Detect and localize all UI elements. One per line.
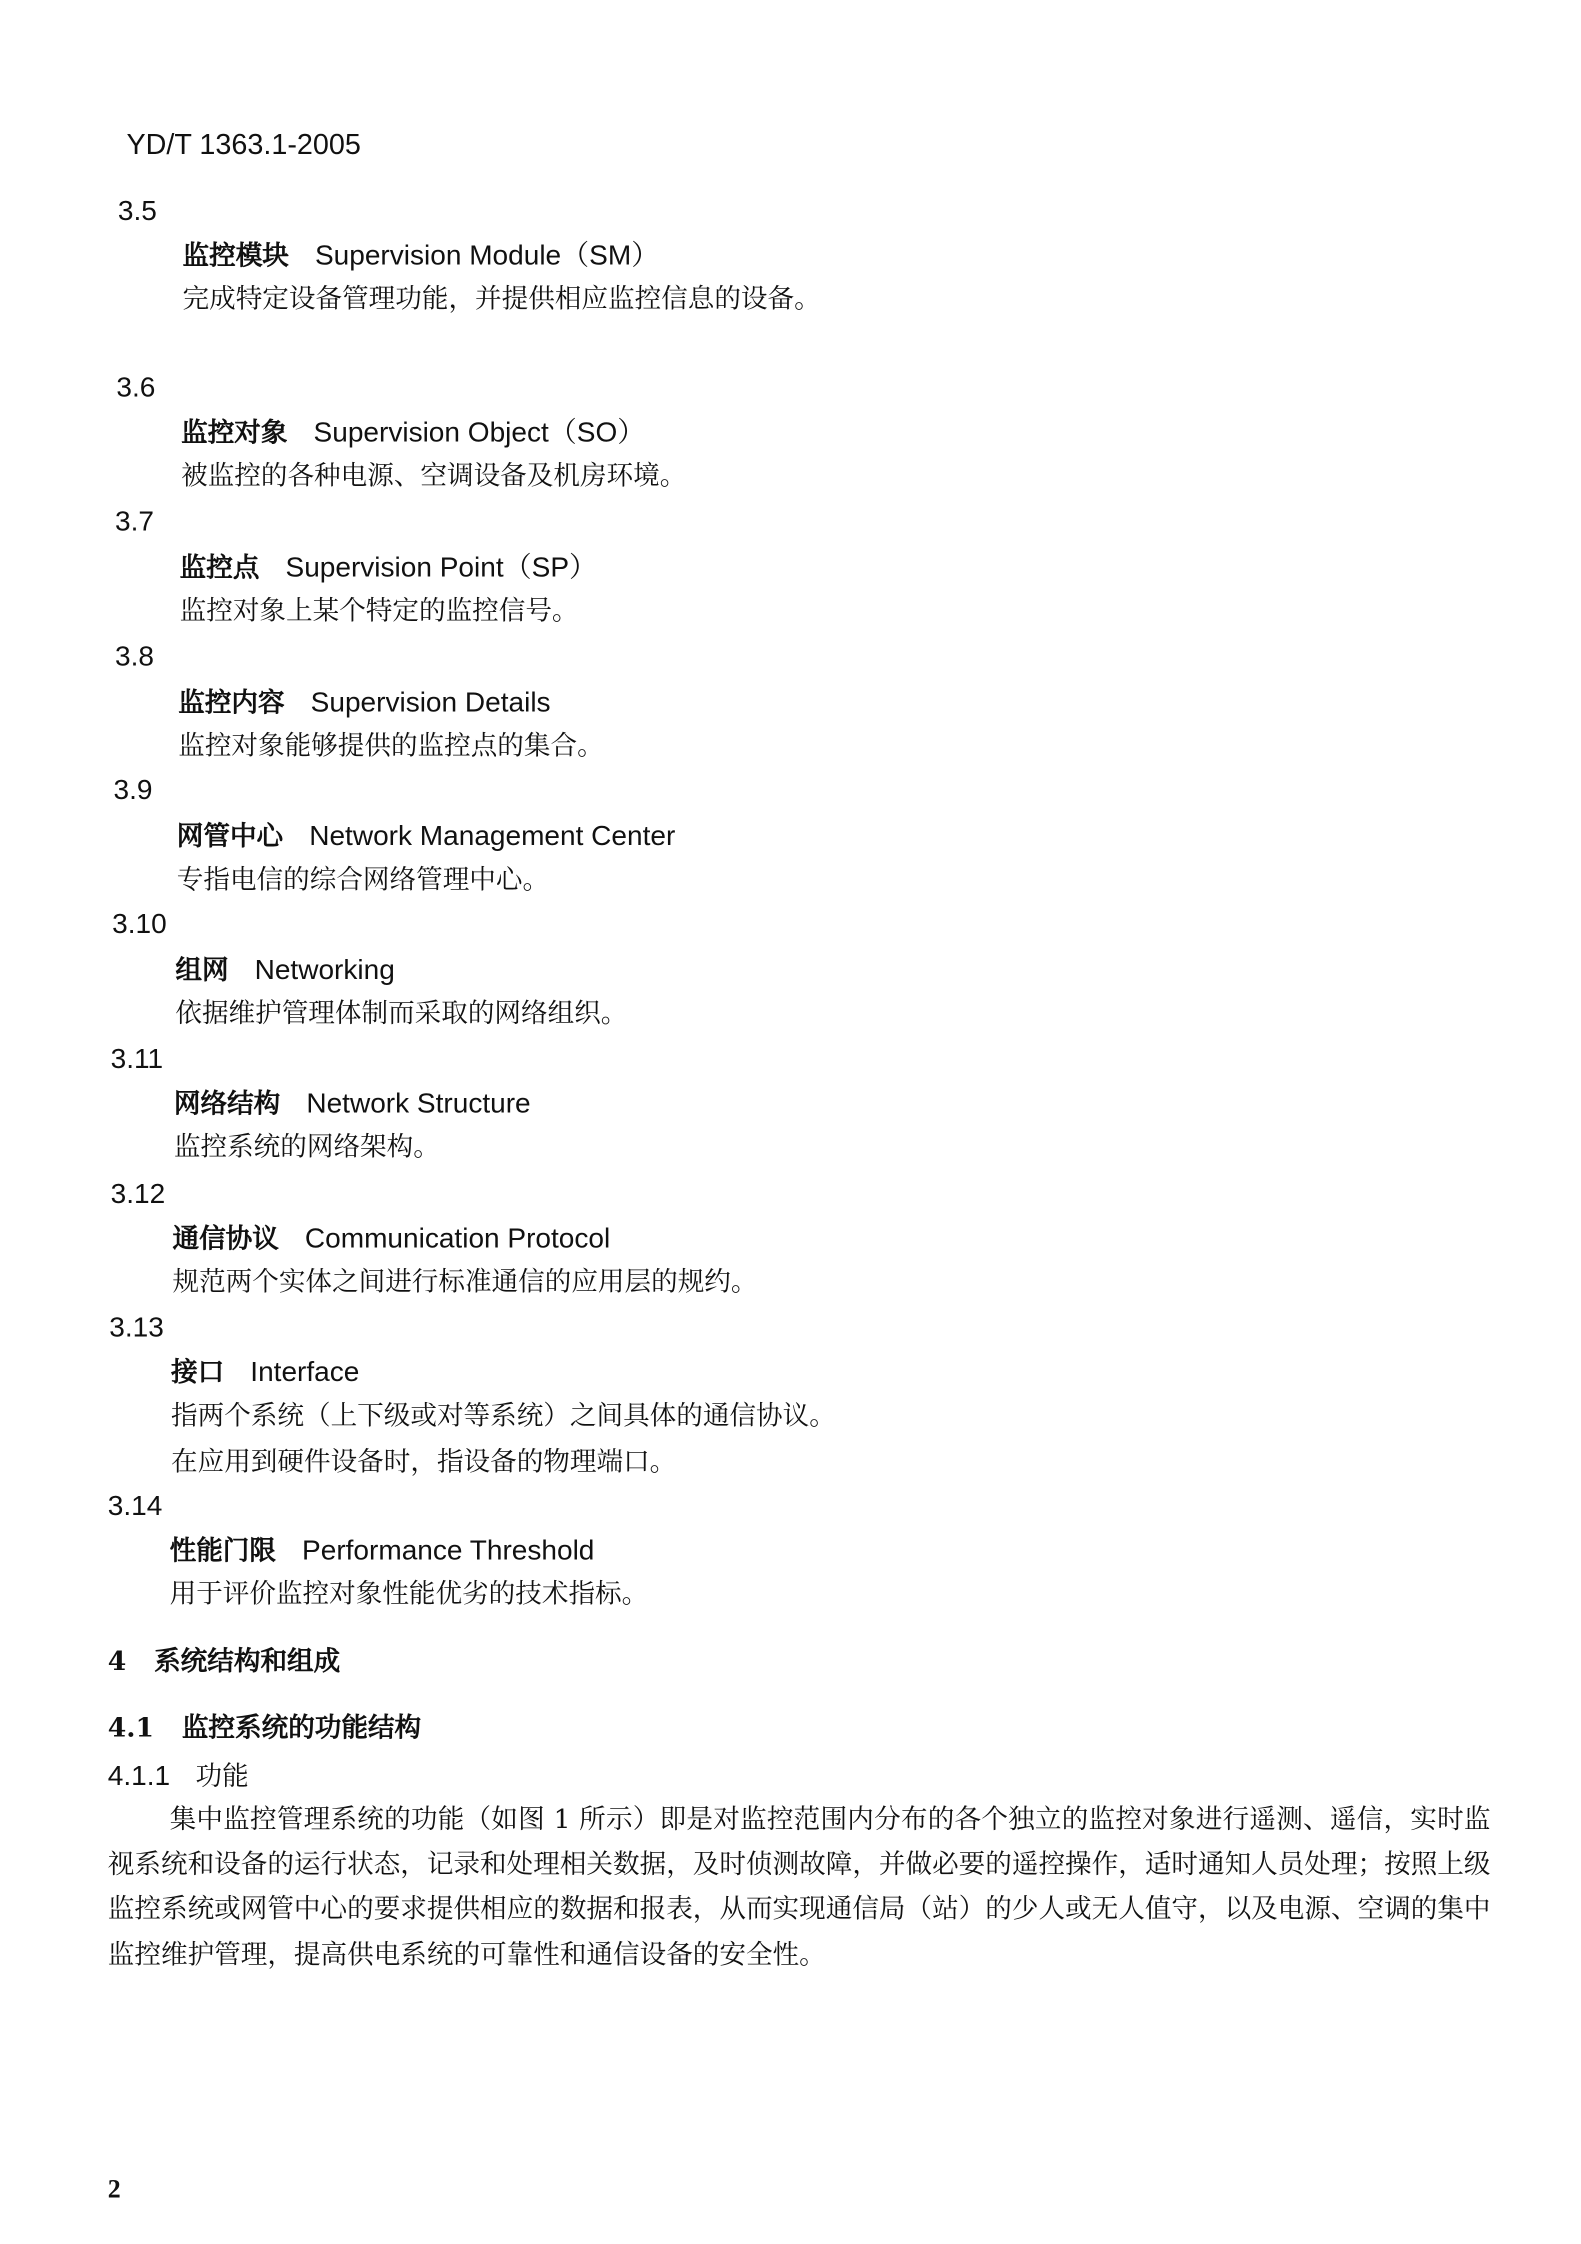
page-number: 2 xyxy=(107,2174,121,2204)
section-4-1-1-heading xyxy=(108,1761,249,1794)
term-english: Networking xyxy=(254,954,395,986)
term-chinese: 组网 xyxy=(175,955,229,986)
term-chinese: 监控点 xyxy=(179,553,260,584)
term-definition: 专指电信的综合网络管理中心。 xyxy=(176,865,550,896)
term-heading xyxy=(181,417,645,450)
term-english: Supervision Details xyxy=(310,687,551,719)
term-definition: 被监控的各种电源、空调设备及机房环境。 xyxy=(181,461,687,492)
term-heading xyxy=(183,240,660,273)
term-english: Supervision Point（SP） xyxy=(285,551,598,584)
term-chinese: 监控内容 xyxy=(178,688,285,719)
term-number: 3.9 xyxy=(113,774,153,807)
section-number: 4.1 xyxy=(107,1713,155,1744)
term-heading xyxy=(171,1357,359,1390)
term-heading xyxy=(177,821,676,854)
term-heading xyxy=(180,552,597,585)
term-english: Network Structure xyxy=(306,1088,531,1120)
term-definition: 在应用到硬件设备时，指设备的物理端口。 xyxy=(171,1447,677,1478)
term-english: Supervision Module（SM） xyxy=(314,240,660,272)
term-number: 3.11 xyxy=(110,1043,164,1076)
term-definition: 监控系统的网络架构。 xyxy=(173,1132,440,1163)
term-definition: 规范两个实体之间进行标准通信的应用层的规约。 xyxy=(172,1267,758,1298)
section-4-1-heading xyxy=(108,1713,421,1745)
term-heading xyxy=(178,687,550,720)
section-number: 4 xyxy=(107,1647,127,1678)
term-english: Interface xyxy=(250,1356,360,1389)
term-chinese: 监控模块 xyxy=(182,241,289,272)
term-number: 3.5 xyxy=(117,195,157,228)
term-chinese: 通信协议 xyxy=(172,1224,279,1255)
term-definition: 指两个系统（上下级或对等系统）之间具体的通信协议。 xyxy=(171,1401,836,1432)
term-english: Performance Threshold xyxy=(302,1535,595,1567)
term-definition: 监控对象能够提供的监控点的集合。 xyxy=(178,731,604,762)
term-definition: 完成特定设备管理功能，并提供相应监控信息的设备。 xyxy=(182,284,821,315)
term-chinese: 网络结构 xyxy=(173,1089,281,1120)
term-heading xyxy=(174,1088,531,1121)
section-number: 4.1.1 xyxy=(107,1760,171,1793)
term-number: 3.8 xyxy=(114,641,154,673)
term-number: 3.12 xyxy=(110,1178,166,1211)
section-title: 功能 xyxy=(195,1762,249,1793)
term-definition: 用于评价监控对象性能优劣的技术指标。 xyxy=(169,1579,649,1610)
section-title: 系统结构和组成 xyxy=(154,1647,341,1678)
term-definition: 监控对象上某个特定的监控信号。 xyxy=(179,596,579,627)
term-number: 3.14 xyxy=(107,1490,163,1523)
term-heading xyxy=(175,954,394,987)
term-definition: 依据维护管理体制而采取的网络组织。 xyxy=(175,998,628,1030)
term-chinese: 网管中心 xyxy=(176,822,284,853)
term-chinese: 监控对象 xyxy=(181,418,288,449)
term-number: 3.6 xyxy=(116,372,156,404)
section-title: 监控系统的功能结构 xyxy=(181,1713,422,1744)
term-heading xyxy=(170,1535,595,1568)
section-4-heading xyxy=(108,1647,340,1679)
term-heading xyxy=(172,1223,610,1256)
term-english: Network Management Center xyxy=(309,820,676,853)
term-chinese: 性能门限 xyxy=(169,1536,276,1567)
document-header: YD/T 1363.1-2005 xyxy=(126,129,361,161)
term-english: Supervision Object（SO） xyxy=(313,416,646,449)
term-chinese: 接口 xyxy=(171,1358,225,1389)
term-number: 3.7 xyxy=(114,505,154,538)
term-number: 3.13 xyxy=(109,1312,164,1344)
function-paragraph: 集中监控管理系统的功能（如图 1 所示）即是对监控范围内分布的各个独立的监控对象进行遥测、遥信，实时监视系统和设备的运行状态，记录和处理相关数据，及时侦测故障，并做必要的遥控操作，适时通知人员处理；按照上级监控系统或网管中心的要求提供相应的数据和报表，从而实现通信局（站）的少人或无人值守，以及电源、空调的集中监控维护管理，提高供电系统的可靠性和通信设备的安全性。 xyxy=(107,1805,1491,1970)
term-number: 3.10 xyxy=(112,908,167,940)
term-english: Communication Protocol xyxy=(304,1223,611,1255)
